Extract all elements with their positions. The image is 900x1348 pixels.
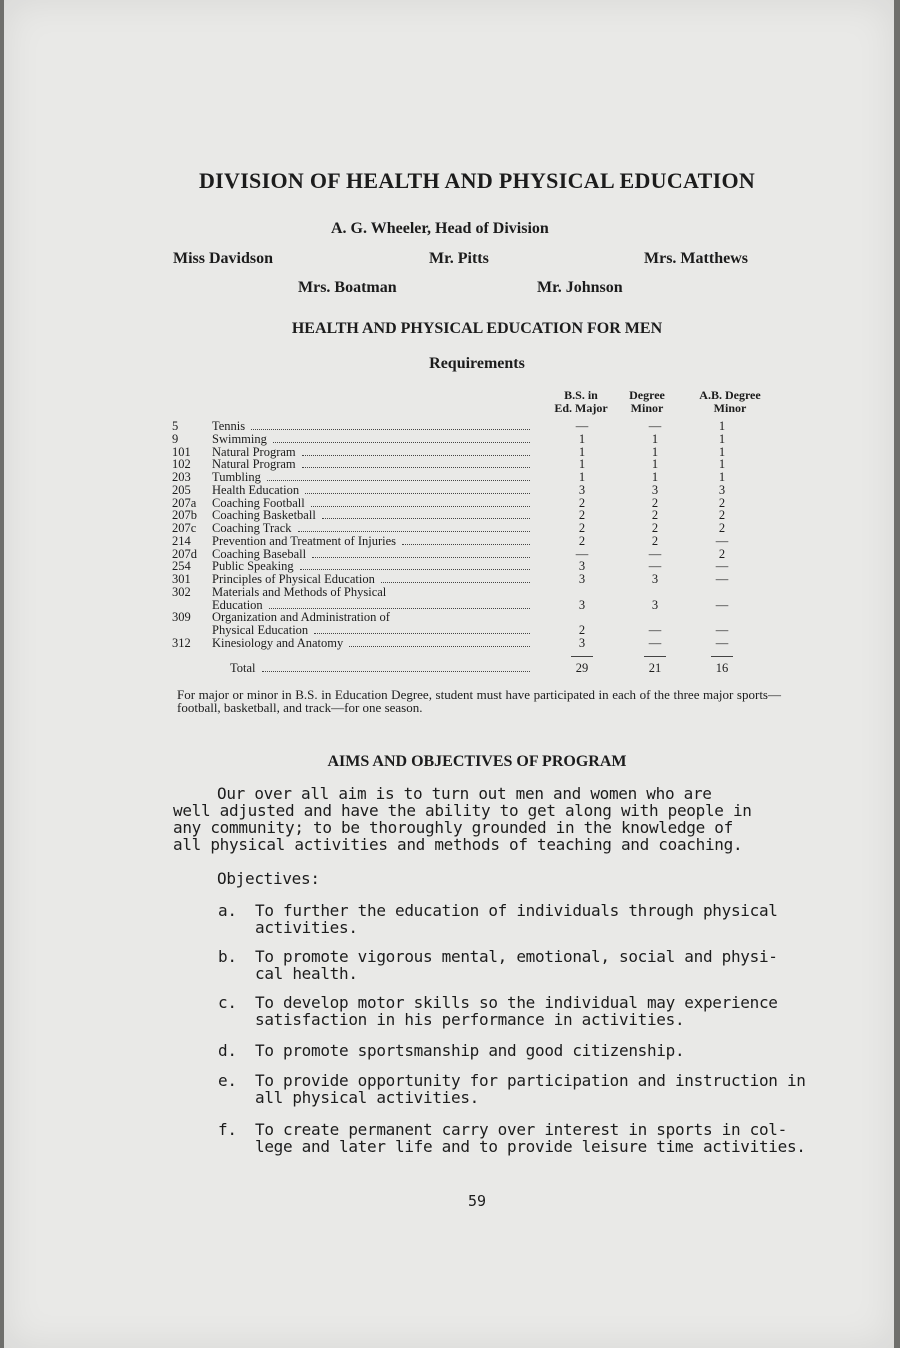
course-name: Coaching Basketball [212, 508, 316, 523]
course-number: 203 [172, 470, 191, 484]
column-header-line: Minor [713, 401, 747, 415]
course-name: Tumbling [212, 470, 261, 484]
credit-value-bs: 3 [578, 482, 586, 497]
requirements-note: For major or minor in B.S. in Education Degree, student must have participated in each of the three major sports—football, basketball, and track—for one season. [177, 687, 781, 715]
credit-value-bs: 1 [578, 444, 586, 459]
objective-item [218, 948, 788, 982]
credit-value-ab: 1 [718, 444, 726, 459]
course-name: Natural Program [212, 444, 296, 459]
course-name: Principles of Physical Education [212, 572, 375, 586]
table-row [172, 573, 792, 586]
course-number: 207c [172, 521, 197, 535]
credit-value-bs: 1 [578, 457, 586, 472]
column-header-line: Minor [630, 401, 664, 415]
objective-letter: a. [218, 901, 237, 920]
course-name: Materials and Methods of Physical [212, 584, 387, 599]
objective-line: satisfaction in his performance in activities. [255, 1010, 685, 1029]
total-value-bs: 29 [575, 660, 589, 675]
objective-letter: c. [218, 993, 237, 1012]
total-rule [571, 656, 593, 657]
credit-value-deg: — [648, 559, 662, 574]
credit-value-ab: 1 [718, 457, 726, 472]
column-header-line: A.B. Degree [699, 388, 761, 402]
credit-value-deg: 3 [651, 572, 659, 586]
credit-value-bs: 1 [578, 431, 586, 446]
dot-leader [300, 569, 530, 570]
objective-item [218, 1042, 788, 1059]
table-row [172, 458, 792, 471]
course-name: Tennis [212, 419, 246, 433]
dot-leader [349, 646, 530, 647]
dot-leader [251, 429, 530, 430]
total-rule [644, 656, 666, 657]
credit-value-bs: 3 [578, 559, 586, 574]
total-row [172, 662, 792, 675]
credit-value-bs: 1 [578, 470, 586, 484]
column-header-line: Degree [629, 388, 665, 402]
page-number: 59 [467, 1192, 487, 1210]
course-name: Natural Program [212, 457, 296, 472]
credit-value-ab: 2 [718, 495, 726, 510]
course-number: 9 [172, 431, 179, 446]
total-value-deg: 21 [648, 660, 662, 675]
course-name: Coaching Football [212, 495, 305, 510]
credit-value-ab: — [715, 533, 729, 548]
course-number: 207d [172, 546, 197, 561]
objective-item [218, 994, 788, 1028]
course-name: Organization and Administration of [212, 610, 390, 625]
aims-line: Our over all aim is to turn out men and women who are [217, 784, 712, 803]
dot-leader [312, 557, 530, 558]
credit-value-deg: — [648, 623, 662, 637]
objectives-label: Objectives: [217, 869, 320, 888]
credit-value-ab: 2 [718, 508, 726, 523]
objective-item [218, 1120, 806, 1156]
table-row [172, 433, 792, 446]
credit-value-deg: 2 [651, 521, 659, 535]
course-number: 312 [172, 635, 191, 650]
credit-value-bs: 2 [578, 508, 586, 523]
credit-value-deg: — [648, 635, 662, 650]
table-row [172, 535, 792, 548]
course-number: 214 [172, 533, 191, 548]
credit-value-deg: 2 [651, 533, 659, 548]
objective-letter: d. [218, 1041, 237, 1060]
dot-leader [381, 582, 530, 583]
course-name: Health Education [212, 482, 300, 497]
staff-name: Miss Davidson [173, 250, 274, 267]
column-header [678, 389, 782, 415]
credit-value-ab: 3 [718, 482, 726, 497]
credit-value-ab: — [715, 559, 729, 574]
credit-value-bs: — [575, 546, 589, 561]
division-head: A. G. Wheeler, Head of Division [331, 220, 549, 237]
credit-value-deg: 3 [651, 482, 659, 497]
course-name: Education [212, 597, 263, 612]
table-row [172, 611, 792, 637]
credit-value-ab: 1 [718, 419, 726, 433]
course-number: 205 [172, 482, 191, 497]
course-number: 207b [172, 508, 197, 523]
table-row [172, 484, 792, 497]
staff-name: Mrs. Boatman [298, 279, 397, 296]
credit-value-deg: 1 [651, 457, 659, 472]
objective-line: To further the education of individuals through physical [255, 901, 778, 920]
credit-value-bs: 3 [578, 597, 586, 612]
table-row [172, 522, 792, 535]
aims-paragraph [173, 785, 783, 853]
credit-value-bs: 3 [578, 572, 586, 586]
course-number: 101 [172, 444, 191, 459]
credit-value-ab: — [715, 572, 729, 586]
objective-line: To create permanent carry over interest in sports in col- [255, 1120, 787, 1139]
column-header [612, 389, 682, 415]
requirements-label: Requirements [429, 355, 525, 372]
course-number: 5 [172, 419, 179, 433]
table-row [172, 471, 792, 484]
objective-line: To promote vigorous mental, emotional, social and physi- [255, 947, 778, 966]
credit-value-bs: 2 [578, 521, 586, 535]
course-number: 309 [172, 610, 191, 625]
credit-value-deg: 1 [651, 470, 659, 484]
dot-leader [305, 493, 530, 494]
dot-leader [302, 467, 530, 468]
objective-line: lege and later life and to provide leisure time activities. [255, 1137, 806, 1156]
table-row [172, 586, 792, 612]
course-number: 102 [172, 457, 191, 472]
course-name: Coaching Baseball [212, 546, 307, 561]
course-name: Kinesiology and Anatomy [212, 635, 344, 650]
credit-value-deg: 2 [651, 495, 659, 510]
dot-leader [402, 544, 530, 545]
credit-value-bs: 3 [578, 635, 586, 650]
credit-value-ab: — [715, 635, 729, 650]
total-rule [711, 656, 733, 657]
dot-leader [273, 442, 530, 443]
course-number: 254 [172, 559, 191, 574]
credit-value-deg: — [648, 546, 662, 561]
aims-line: any community; to be thoroughly grounded in the knowledge of [173, 818, 733, 837]
staff-name: Mr. Johnson [537, 279, 623, 296]
course-name: Physical Education [212, 623, 309, 637]
column-header-line: Ed. Major [554, 401, 608, 415]
objective-line: cal health. [255, 964, 358, 983]
objective-line: To provide opportunity for participation and instruction in [255, 1071, 806, 1090]
objective-line: all physical activities. [255, 1088, 479, 1107]
dot-leader [262, 671, 530, 672]
credit-value-deg: 2 [651, 508, 659, 523]
credit-value-ab: — [715, 623, 729, 637]
dot-leader [311, 506, 530, 507]
course-number: 301 [172, 572, 191, 586]
dot-leader [269, 608, 530, 609]
credit-value-ab: 2 [718, 546, 726, 561]
objective-line: To develop motor skills so the individual may experience [255, 993, 778, 1012]
staff-name: Mrs. Matthews [644, 250, 748, 267]
course-number: 207a [172, 495, 197, 510]
objective-item [218, 902, 788, 936]
aims-line: all physical activities and methods of teaching and coaching. [173, 835, 743, 854]
dot-leader [267, 480, 530, 481]
course-name: Swimming [212, 431, 267, 446]
dot-leader [314, 633, 530, 634]
credit-value-deg: 1 [651, 444, 659, 459]
dot-leader [298, 531, 530, 532]
credit-value-ab: 2 [718, 521, 726, 535]
credit-value-ab: — [715, 597, 729, 612]
aims-line: well adjusted and have the ability to get along with people in [173, 801, 752, 820]
credit-value-deg: 1 [651, 431, 659, 446]
credit-value-ab: 1 [718, 431, 726, 446]
dot-leader [302, 455, 530, 456]
section-title: HEALTH AND PHYSICAL EDUCATION FOR MEN [291, 320, 663, 337]
course-name: Prevention and Treatment of Injuries [212, 533, 396, 548]
credit-value-deg: 3 [651, 597, 659, 612]
staff-name: Mr. Pitts [429, 250, 489, 267]
table-row [172, 637, 792, 650]
total-label: Total [230, 660, 256, 675]
credit-value-ab: 1 [718, 470, 726, 484]
objective-item [218, 1071, 806, 1107]
aims-title: AIMS AND OBJECTIVES OF PROGRAM [327, 753, 627, 770]
page-title: DIVISION OF HEALTH AND PHYSICAL EDUCATION [198, 168, 756, 193]
course-number: 302 [172, 584, 191, 599]
objective-line: To promote sportsmanship and good citizenship. [255, 1041, 685, 1060]
credit-value-bs: 2 [578, 623, 586, 637]
objective-letter: f. [218, 1120, 237, 1139]
credit-value-bs: — [575, 419, 589, 433]
course-name: Public Speaking [212, 559, 294, 574]
objective-letter: b. [218, 947, 237, 966]
course-name: Coaching Track [212, 521, 292, 535]
table-row [172, 420, 792, 433]
credit-value-bs: 2 [578, 533, 586, 548]
column-header [541, 389, 621, 415]
total-value-ab: 16 [715, 660, 729, 675]
dot-leader [322, 518, 530, 519]
page [4, 0, 894, 1348]
column-header-line: B.S. in [564, 388, 598, 402]
objective-line: activities. [255, 918, 358, 937]
credit-value-deg: — [648, 419, 662, 433]
objective-letter: e. [218, 1071, 237, 1090]
credit-value-bs: 2 [578, 495, 586, 510]
